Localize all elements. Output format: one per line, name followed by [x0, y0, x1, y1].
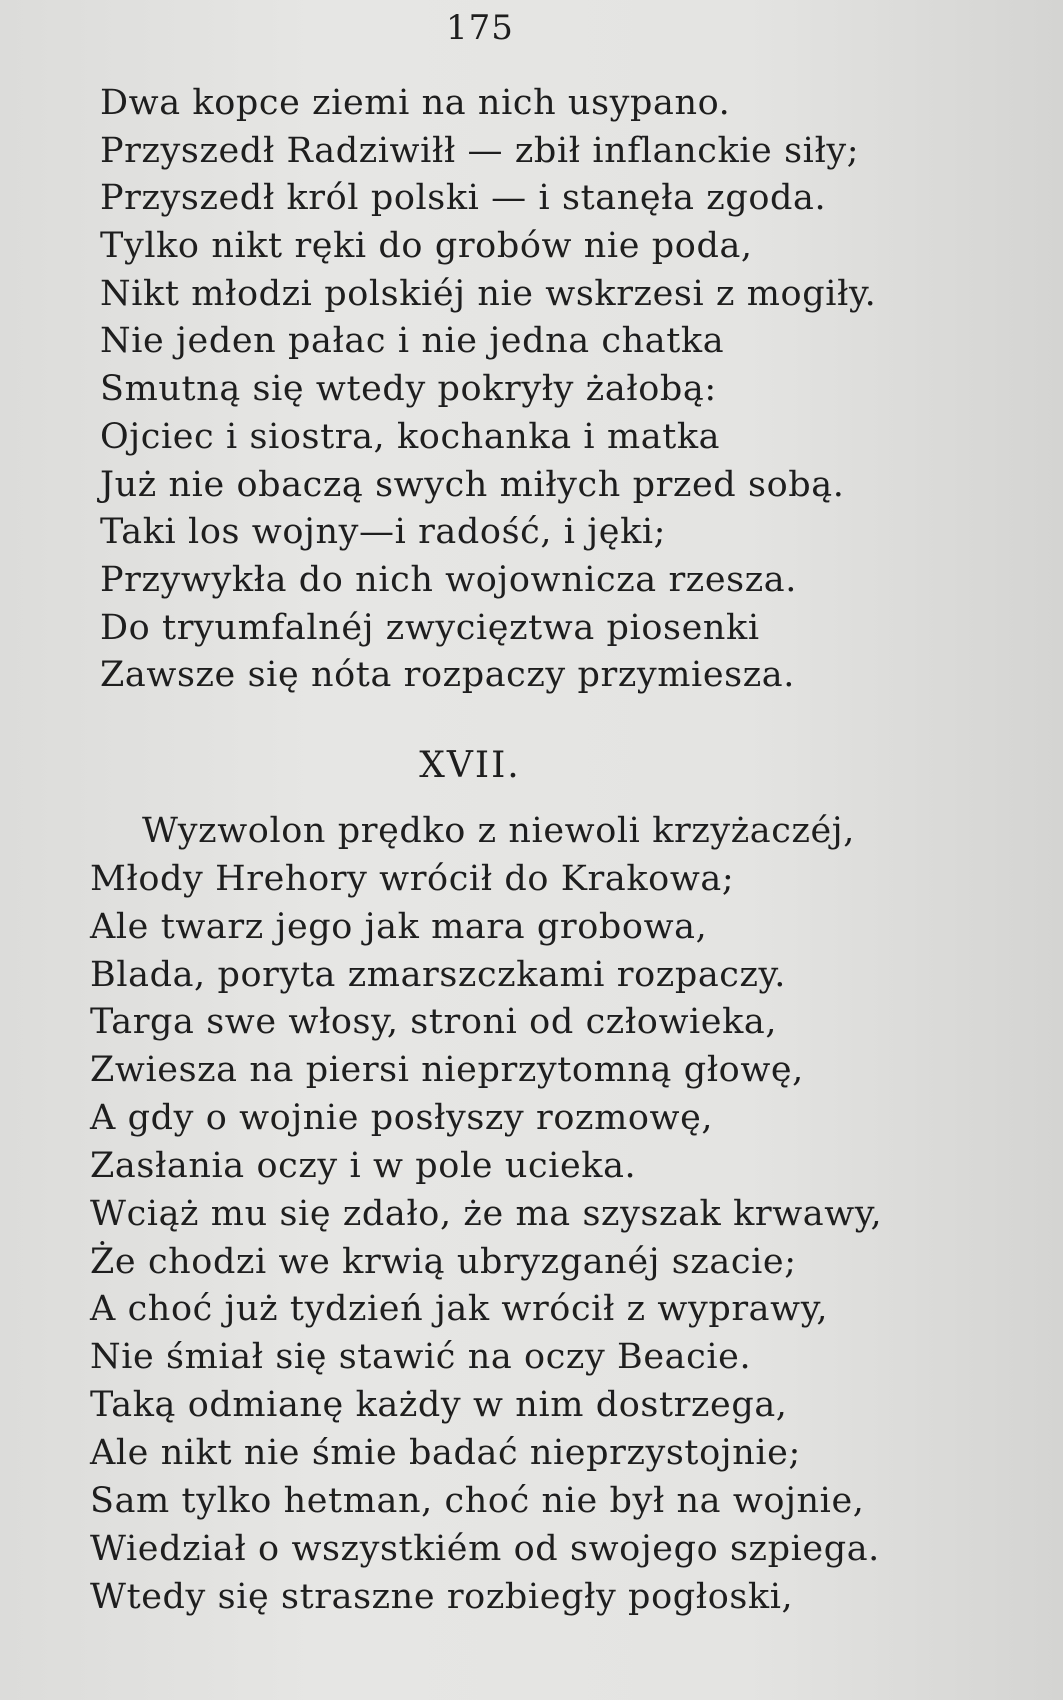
verse-line: A choć już tydzień jak wrócił z wyprawy,: [90, 1289, 829, 1330]
verse-line: Przyszedł król polski — i stanęła zgoda.: [100, 178, 827, 219]
verse-line: Wciąż mu się zdało, że ma szyszak krwawy,: [90, 1193, 883, 1234]
verse-line: Ale twarz jego jak mara grobowa,: [90, 906, 708, 947]
section-heading: XVII.: [419, 745, 521, 786]
verse-line: Smutną się wtedy pokryły żałobą:: [100, 369, 717, 410]
verse-line: Zasłania oczy i w pole ucieka.: [90, 1145, 637, 1186]
verse-line: Sam tylko hetman, choć nie był na wojnie,: [90, 1480, 865, 1521]
verse-line: Przywykła do nich wojownicza rzesza.: [100, 559, 797, 600]
verse-line: Nikt młodzi polskiéj nie wskrzesi z mogiły.: [100, 273, 877, 314]
verse-line: Że chodzi we krwią ubryzganéj szacie;: [90, 1241, 797, 1282]
verse-line: Targa swe włosy, stroni od człowieka,: [90, 1002, 778, 1043]
verse-line: Nie śmiał się stawić na oczy Beacie.: [90, 1337, 752, 1378]
page-number: 175: [446, 8, 514, 48]
verse-line: Zawsze się nóta rozpaczy przymiesza.: [100, 655, 795, 696]
verse-line: Zwiesza na piersi nieprzytomną głowę,: [90, 1050, 804, 1091]
verse-line: Dwa kopce ziemi na nich usypano.: [100, 83, 731, 123]
verse-line: Taki los wojny—i radość, i jęki;: [100, 512, 667, 553]
verse-line: Młody Hrehory wrócił do Krakowa;: [90, 858, 735, 899]
verse-line: Już nie obaczą swych miłych przed sobą.: [100, 464, 845, 505]
verse-line: Ojciec i siostra, kochanka i matka: [100, 416, 721, 457]
verse-line: Ale nikt nie śmie badać nieprzystojnie;: [90, 1432, 801, 1473]
verse-line: Tylko nikt ręki do grobów nie poda,: [100, 226, 753, 267]
verse-line: Wyzwolon prędko z niewoli krzyżaczéj,: [142, 811, 855, 851]
verse-line: Do tryumfalnéj zwycięztwa piosenki: [100, 607, 760, 648]
verse-line: Blada, poryta zmarszczkami rozpaczy.: [90, 954, 786, 995]
verse-line: Przyszedł Radziwiłł — zbił inflanckie siły;: [100, 130, 860, 171]
verse-line: A gdy o wojnie posłyszy rozmowę,: [90, 1098, 714, 1139]
verse-line: Wiedział o wszystkiém od swojego szpiega.: [90, 1528, 880, 1569]
verse-line: Wtedy się straszne rozbiegły pogłoski,: [90, 1576, 794, 1617]
stanza-2: [90, 808, 970, 1621]
stanza-1: [100, 80, 960, 700]
verse-line: Taką odmianę każdy w nim dostrzega,: [90, 1385, 788, 1426]
verse-line: Nie jeden pałac i nie jedna chatka: [100, 321, 725, 362]
